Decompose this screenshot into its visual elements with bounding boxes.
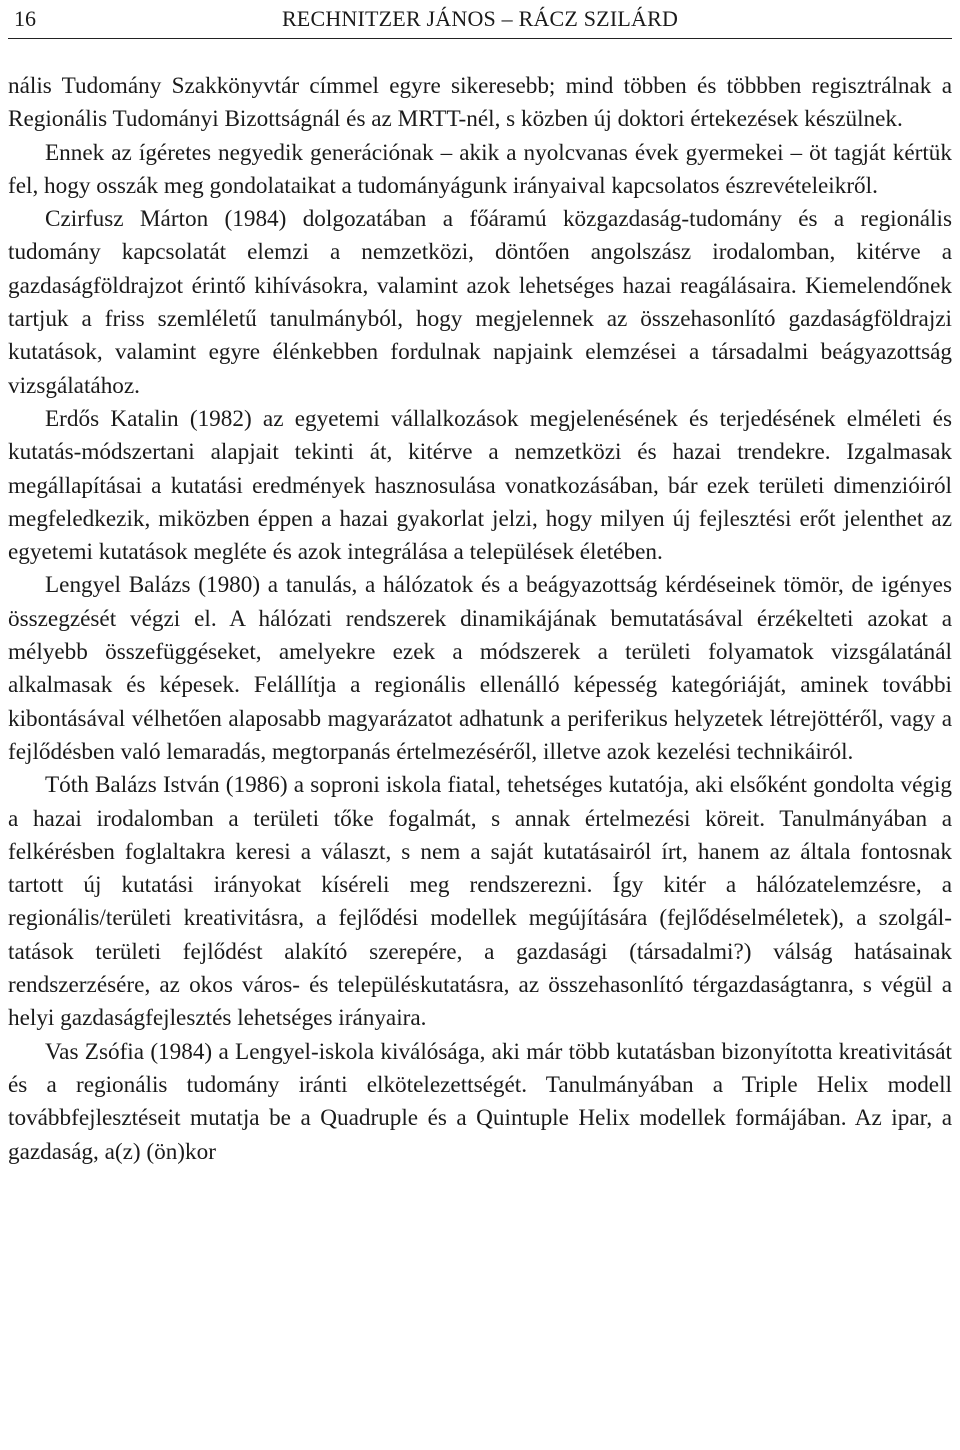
- running-head-title: RECHNITZER JÁNOS – RÁCZ SZILÁRD: [281, 6, 679, 31]
- paragraph-czirfusz: Czirfusz Márton (1984) dolgozatában a főáramú közgazdaság-tudomány és a regionális tudomány kapcsolatát elemzi a nemzetközi, döntően angolszász irodalomban, kitérve a gazdaságföldrajzot érintő kihívásokra, valamint azok lehetséges hazai reagálásaira. Kiemelendőnek tartjuk a friss szemléletű tanulmányból, hogy megjelennek az összehasonlító gazdaságföldrajzi kutatások, valamint egyre élénkebben fordulnak napjaink elemzései a társadalmi beágyazottság vizsgálatához.: [8, 206, 952, 399]
- paragraph-lengyel: Lengyel Balázs (1980) a tanulás, a hálózatok és a beágyazottság kérdéseinek tömör, de igényes összegzését végzi el. A hálózati rendszerek dinamikájának bemutatásával érzékelteti azokat a mélyebb összefüggéseket, amelyekre ezek a módszerek a területi folyamatok vizsgálatánál alkalmasak és képesek. Felállítja a regionális ellenálló képesség kategóriáját, aminek további kibontásával vélhetően alaposabb magyarázatot adhatunk a periferikus helyzetek létrejöttéről, vagy a fejlődésben való lemaradás, megtorpanás értelmezéséről, illetve azok kezelési technikáiról.: [8, 572, 952, 765]
- paragraph-erdos: Erdős Katalin (1982) az egyetemi vállalkozások megjelenésének és terjedésének elméleti és kutatás-módszertani alapjait tekinti át, kitérve a nemzetközi és hazai trendekre. Izgalmasak megállapításai a kutatási eredmények hasznosulása vonatkozásában, bár ezek területi dimenzióiról megfeledkezik, miközben éppen a hazai gyakorlat jelzi, hogy milyen új fejlesztési erőt jelenthet az egyetemi kutatások megléte és azok integrálása a települések életében.: [8, 405, 952, 566]
- running-header: [8, 0, 952, 39]
- paragraph-intro-fourth-generation: Ennek az ígéretes negyedik generációnak – akik a nyolcvanas évek gyermekei – öt tagját kértük fel, hogy osszák meg gondolataikat a tudományágunk irányaival kapcsolatos észrevételeikről.: [8, 139, 952, 199]
- paragraph-toth: Tóth Balázs István (1986) a soproni iskola fiatal, tehetséges kutatója, aki elsőként gondolta végig a hazai irodalomban a területi tőke fogalmát, s annak értelmezési köreit. Tanulmányában a felkérésben foglaltakra keresi a választ, s nem a saját kutatásairól írt, hanem az általa fontosnak tartott új kutatási irányokat kíséreli meg rendszerezni. Így kitér a hálózatelemzésre, a regionális/területi kreativitásra, a fejlődési modellek megújítására (fejlődéselméletek), a szolgáltatások területi fejlődést alakító szerepére, a gazdasági (társadalmi?) válság hatásainak rendszerzésére, az okos város- és településkutatásra, az összehasonlító térgazdaságtanra, s végül a helyi gazdaságfejlesztés lehetséges irányaira.: [8, 772, 952, 1032]
- paragraph-vas: Vas Zsófia (1984) a Lengyel-iskola kiválósága, aki már több kutatásban bizonyította kreativitását és a regionális tudomány iránti elkötelezettségét. Tanulmányában a Triple Helix modell továbbfejlesztéseit mutatja be a Quadruple és a Quintuple Helix modellek formájában. Az ipar, a gazdaság, a(z) (ön)kor: [8, 1038, 952, 1165]
- body-text: [8, 70, 952, 1169]
- page-number: 16: [14, 6, 36, 31]
- paragraph-continued: nális Tudomány Szakkönyvtár címmel egyre sikeresebb; mind többen és többben regisztrálnak a Regionális Tudományi Bizottságnál és az MRTT-nél, s közben új doktori értekezések készülnek.: [8, 73, 952, 133]
